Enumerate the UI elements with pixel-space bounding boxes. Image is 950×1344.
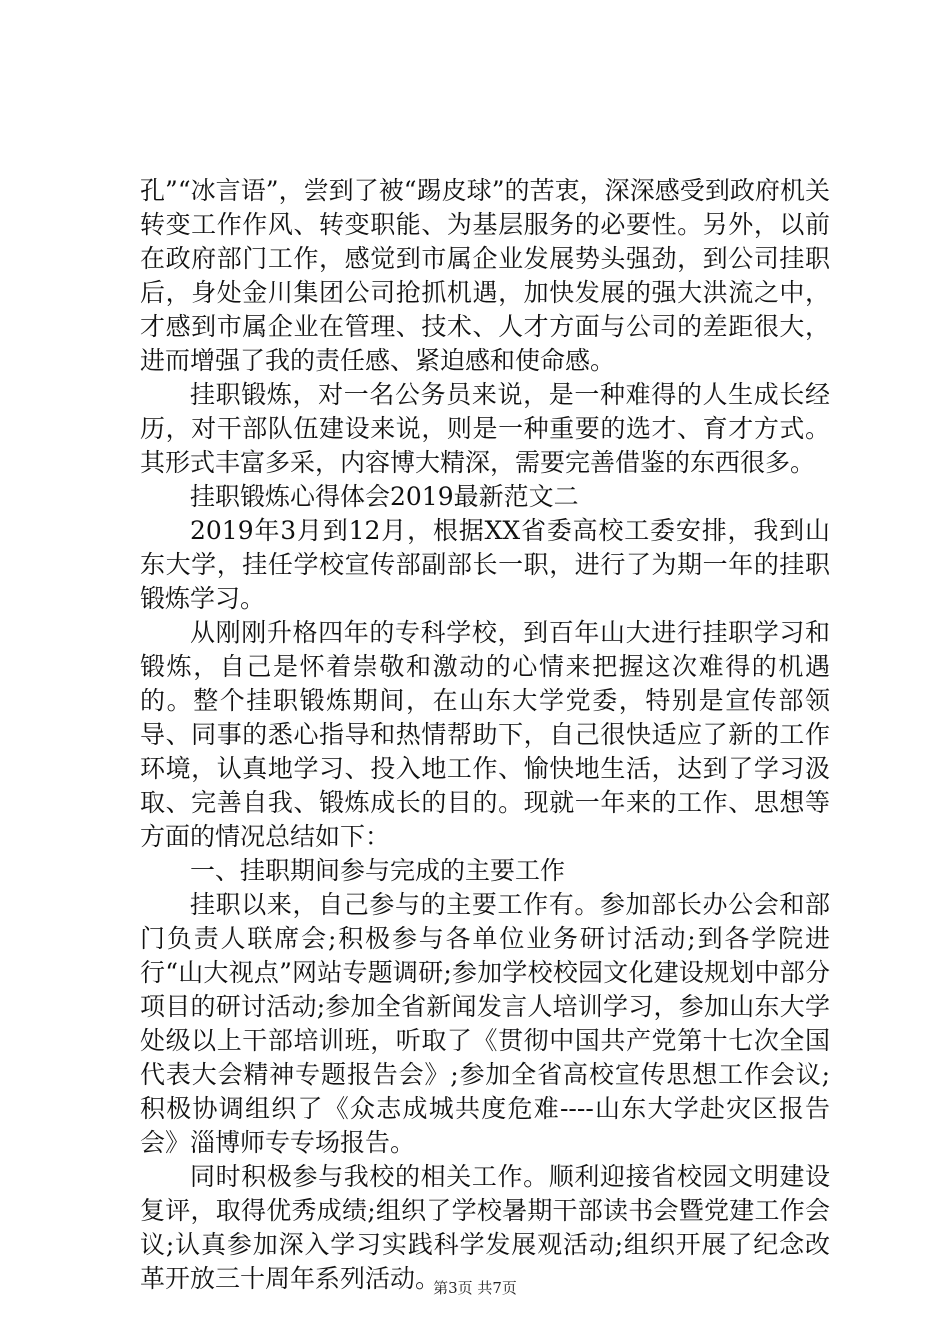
paragraph-3: 2019年3月到12月，根据XX省委高校工委安排，我到山东大学，挂任学校宣传部副部长一职，进行了为期一年的挂职锻炼学习。 — [140, 516, 830, 613]
paragraph-1: 孔”“冰言语”，尝到了被“踢皮球”的苦衷，深深感受到政府机关转变工作作风、转变职能、为基层服务的必要性。另外，以前在政府部门工作，感觉到市属企业发展势头强劲，到公司挂职后，身处金川集团公司抢抓机遇，加快发展的强大洪流之中，才感到市属企业在管理、技术、人才方面与公司的差距很大，进而增强了我的责任感、紧迫感和使命感。 — [140, 176, 830, 375]
document-body — [140, 174, 830, 1296]
paragraph-5: 挂职以来，自己参与的主要工作有。参加部长办公会和部门负责人联席会;积极参与各单位业务研讨活动;到各学院进行“山大视点”网站专题调研;参加学校校园文化建设规划中部分项目的研讨活动;参加全省新闻发言人培训学习，参加山东大学处级以上干部培训班，听取了《贯彻中国共产党第十七次全国代表大会精神专题报告会》;参加全省高校宣传思想工作会议;积极协调组织了《众志成城共度危难----山东大学赴灾区报告会》淄博师专专场报告。 — [140, 890, 830, 1157]
paragraph-6: 同时积极参与我校的相关工作。顺利迎接省校园文明建设复评，取得优秀成绩;组织了学校暑期干部读书会暨党建工作会议;认真参加深入学习实践科学发展观活动;组织开展了纪念改革开放三十周年系列活动。 — [140, 1162, 830, 1293]
section-heading: 挂职锻炼心得体会2019最新范文二 — [190, 482, 579, 511]
subsection-heading: 一、挂职期间参与完成的主要工作 — [190, 856, 566, 885]
paragraph-4: 从刚刚升格四年的专科学校，到百年山大进行挂职学习和锻炼，自己是怀着崇敬和激动的心情来把握这次难得的机遇的。整个挂职锻炼期间，在山东大学党委，特别是宣传部领导、同事的悉心指导和热情帮助下，自己很快适应了新的工作环境，认真地学习、投入地工作、愉快地生活，达到了学习汲取、完善自我、锻炼成长的目的。现就一年来的工作、思想等方面的情况总结如下： — [140, 618, 830, 851]
page-number-footer: 第3页 共7页 — [433, 1279, 517, 1297]
paragraph-2: 挂职锻炼，对一名公务员来说，是一种难得的人生成长经历，对干部队伍建设来说，则是一种重要的选才、育才方式。其形式丰富多采，内容博大精深，需要完善借鉴的东西很多。 — [140, 380, 830, 477]
